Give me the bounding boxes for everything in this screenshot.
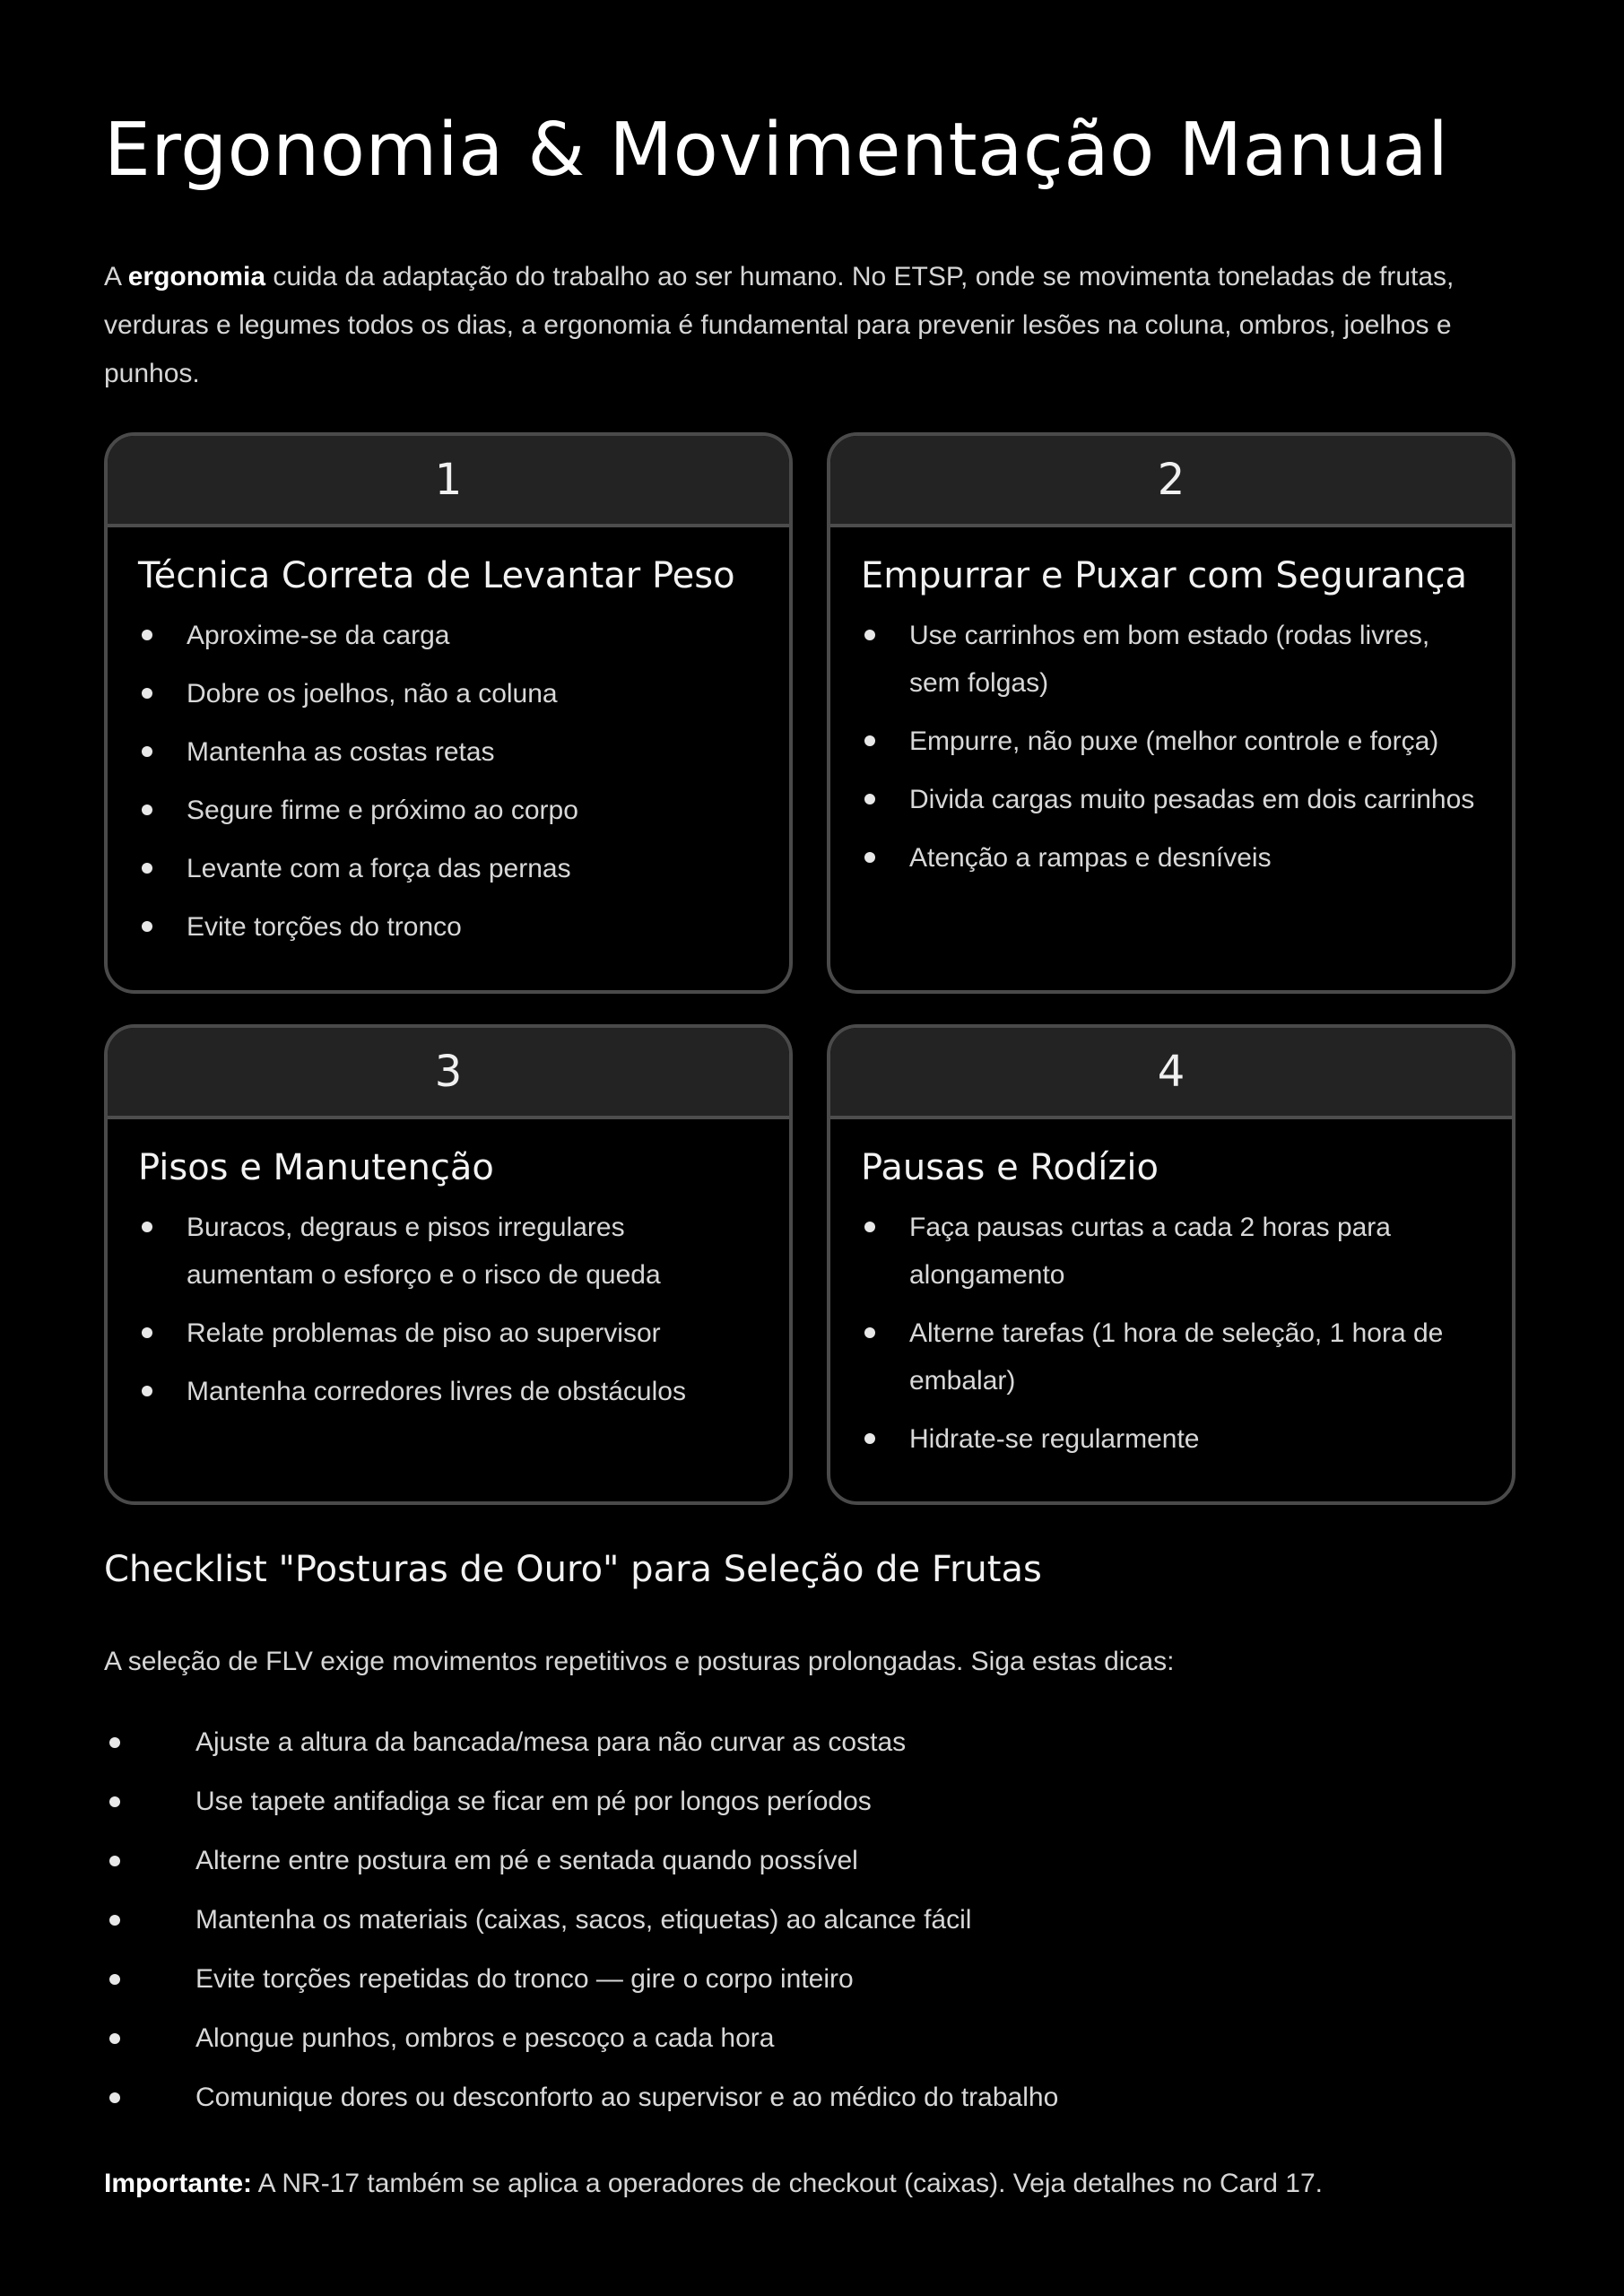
checklist-item: Ajuste a altura da bancada/mesa para não curvar as costas — [104, 1718, 1521, 1778]
list-item: Mantenha as costas retas — [138, 728, 757, 776]
list-item: Hidrate-se regularmente — [861, 1415, 1480, 1463]
note-text: A NR-17 também se aplica a operadores de checkout (caixas). Veja detalhes no Card 17. — [252, 2169, 1324, 2198]
card-body — [108, 1119, 789, 1415]
important-note — [104, 2160, 1323, 2208]
card-body — [108, 527, 789, 951]
intro-text: cuida da adaptação do trabalho ao ser humano. No ETSP, onde se movimenta toneladas de frutas, verduras e legumes todos os dias, a ergonomia é fundamental para prevenir lesões na coluna, ombros, joelhos e punhos. — [104, 262, 1455, 388]
checklist-item: Comunique dores ou desconforto ao supervisor e ao médico do trabalho — [104, 2074, 1521, 2133]
checklist-item: Use tapete antifadiga se ficar em pé por longos períodos — [104, 1778, 1521, 1837]
card-list — [138, 612, 757, 951]
list-item: Atenção a rampas e desníveis — [861, 834, 1480, 882]
card-body — [830, 1119, 1512, 1463]
checklist-item: Evite torções repetidas do tronco — gire o corpo inteiro — [104, 1955, 1521, 2014]
list-item: Divida cargas muito pesadas em dois carrinhos — [861, 776, 1480, 823]
page-title: Ergonomia & Movimentação Manual — [104, 108, 1449, 193]
list-item: Mantenha corredores livres de obstáculos — [138, 1368, 757, 1415]
list-item: Buracos, degraus e pisos irregulares aumentam o esforço e o risco de queda — [138, 1204, 757, 1299]
list-item: Empurre, não puxe (melhor controle e força) — [861, 718, 1480, 765]
card-title: Técnica Correta de Levantar Peso — [138, 555, 735, 596]
card-list — [861, 612, 1480, 882]
list-item: Faça pausas curtas a cada 2 horas para alongamento — [861, 1204, 1480, 1299]
checklist-title: Checklist "Posturas de Ouro" para Seleção de Frutas — [104, 1549, 1042, 1590]
list-item: Alterne tarefas (1 hora de seleção, 1 hora de embalar) — [861, 1309, 1480, 1405]
intro-bold-term: ergonomia — [127, 262, 266, 291]
checklist-item: Alterne entre postura em pé e sentada quando possível — [104, 1837, 1521, 1896]
checklist-item: Alongue punhos, ombros e pescoço a cada hora — [104, 2014, 1521, 2074]
list-item: Aproxime-se da carga — [138, 612, 757, 659]
card-number: 2 — [830, 436, 1512, 527]
card-title: Pisos e Manutenção — [138, 1147, 494, 1188]
card-number: 1 — [108, 436, 789, 527]
card-floors — [104, 1024, 793, 1505]
card-push-pull — [827, 432, 1515, 994]
list-item: Levante com a força das pernas — [138, 845, 757, 892]
list-item: Dobre os joelhos, não a coluna — [138, 670, 757, 718]
card-number: 3 — [108, 1028, 789, 1119]
card-breaks — [827, 1024, 1515, 1505]
checklist-intro: A seleção de FLV exige movimentos repetitivos e posturas prolongadas. Siga estas dicas: — [104, 1647, 1175, 1676]
note-label: Importante: — [104, 2169, 252, 2198]
card-list — [138, 1204, 757, 1415]
list-item: Evite torções do tronco — [138, 903, 757, 951]
intro-paragraph — [104, 253, 1521, 398]
card-body — [830, 527, 1512, 882]
checklist-item: Mantenha os materiais (caixas, sacos, etiquetas) ao alcance fácil — [104, 1896, 1521, 1955]
list-item: Use carrinhos em bom estado (rodas livres, sem folgas) — [861, 612, 1480, 707]
card-list — [861, 1204, 1480, 1463]
checklist — [104, 1718, 1521, 2133]
card-title: Pausas e Rodízio — [861, 1147, 1159, 1188]
card-lifting — [104, 432, 793, 994]
card-title: Empurrar e Puxar com Segurança — [861, 555, 1467, 596]
list-item: Segure firme e próximo ao corpo — [138, 787, 757, 834]
list-item: Relate problemas de piso ao supervisor — [138, 1309, 757, 1357]
intro-prefix: A — [104, 262, 128, 291]
card-number: 4 — [830, 1028, 1512, 1119]
